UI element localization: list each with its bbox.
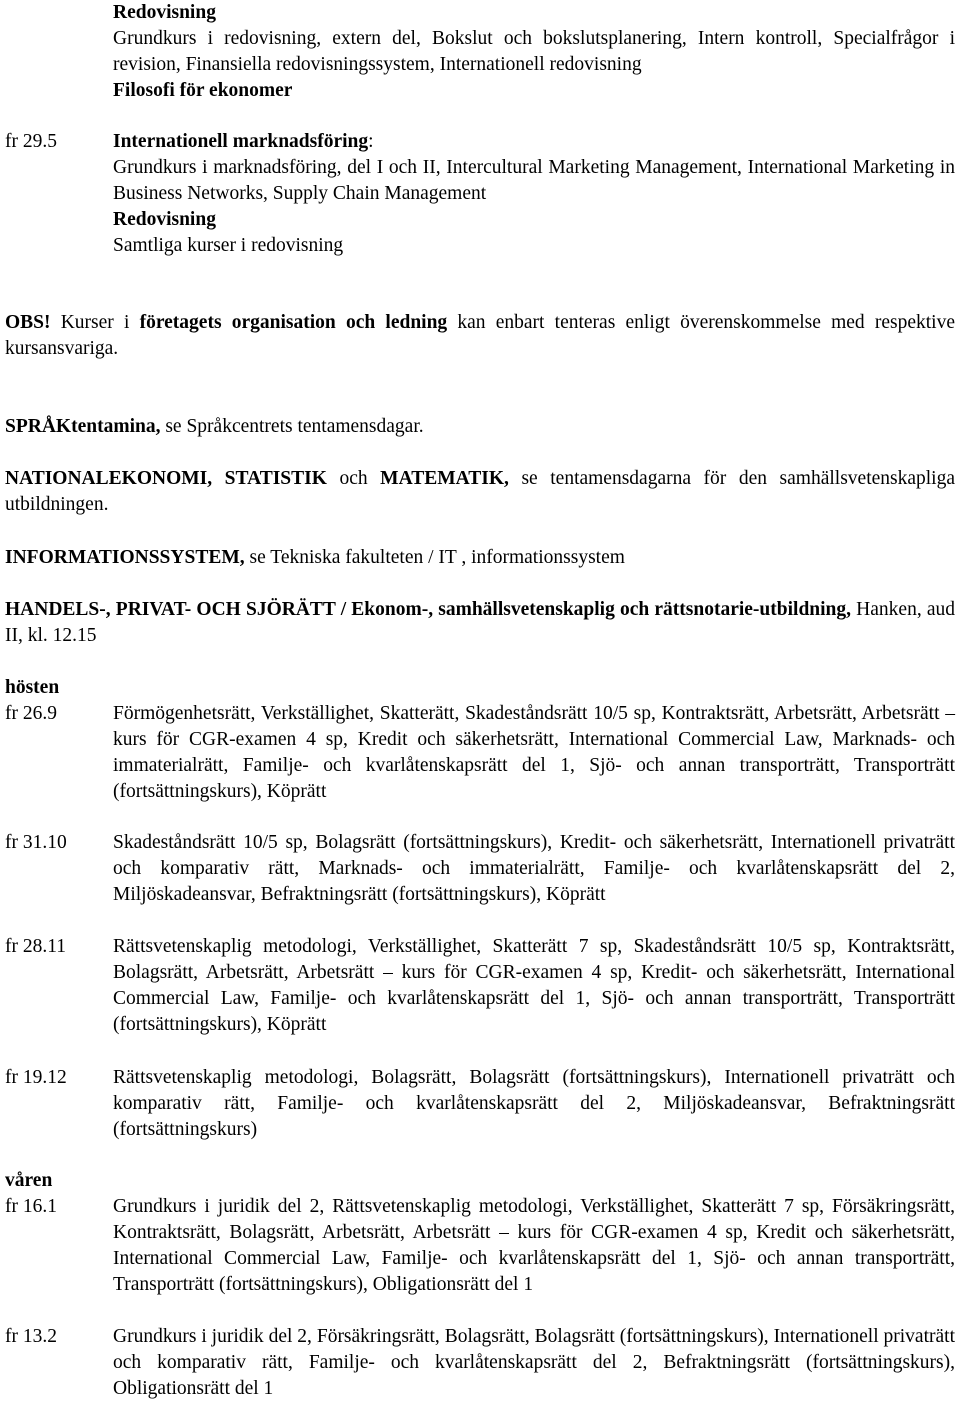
exam-date: fr 28.11 — [5, 936, 67, 957]
redovisning-subheading: Redovisning — [113, 209, 216, 230]
redovisning-heading: Redovisning — [113, 2, 216, 23]
philosophy-heading: Filosofi för ekonomer — [113, 80, 293, 101]
informationssystem-text: se Tekniska fakulteten / IT , informationssystem — [244, 547, 625, 568]
sprak-note — [5, 414, 955, 440]
exam-date: fr 13.2 — [5, 1326, 57, 1347]
marketing-heading: Internationell marknadsföring — [113, 131, 369, 152]
obs-text-2: kan enbart tenteras enligt överenskommelse med respektive kursansvariga. — [5, 312, 956, 359]
exam-date: fr 29.5 — [5, 131, 57, 152]
marketing-courses: Grundkurs i marknadsföring, del I och II, Intercultural Marketing Management, International Marketing in Business Networks, Supply Chain Management — [113, 157, 955, 204]
nationalekonomi-text-1: och — [326, 468, 381, 489]
sprak-bold: SPRÅKtentamina, — [5, 416, 161, 437]
redovisning-subcourses: Samtliga kurser i redovisning — [113, 235, 344, 256]
sprak-text: se Språkcentrets tentamensdagar. — [160, 416, 424, 437]
obs-note — [5, 310, 955, 362]
exam-courses: Rättsvetenskaplig metodologi, Verkställighet, Skatterätt 7 sp, Skadeståndsrätt 10/5 sp, Kontraktsrätt, Bolagsrätt, Arbetsrätt, Arbetsrätt – kurs för CGR-examen 4 sp, Kredit- och säkerhetsrätt, International Commercial Law, Familje- och kvarlåtenskapsrätt del 1, Sjö- och annan transporträtt, Transporträtt (fortsättningskurs), Köprätt — [113, 936, 955, 1035]
nationalekonomi-bold-2: MATEMATIK, — [380, 468, 509, 489]
handels-text: Hanken, aud II, kl. 12.15 — [5, 599, 955, 646]
exam-entry-varen-0 — [5, 1194, 955, 1298]
marketing-heading-colon: : — [368, 131, 374, 152]
varen-label: våren — [5, 1170, 53, 1191]
exam-courses: Skadeståndsrätt 10/5 sp, Bolagsrätt (fortsättningskurs), Kredit- och säkerhetsrätt, Internationell privaträtt och komparativ rätt, Marknads- och immaterialrätt, Familje- och kvarlåtenskapsrätt del 2, Miljöskadeansvar, Befraktningsrätt (fortsättningskurs), Köprätt — [113, 832, 955, 905]
handels-bold: HANDELS-, PRIVAT- OCH SJÖRÄTT / Ekonom-, samhällsvetenskaplig och rättsnotarie-utbildning, — [5, 599, 852, 620]
exam-entry-hosten-0 — [5, 701, 955, 805]
hosten-label: hösten — [5, 677, 60, 698]
exam-date: fr 31.10 — [5, 832, 67, 853]
obs-label: OBS! — [5, 312, 51, 333]
redovisning-top-block — [5, 0, 955, 104]
exam-courses: Grundkurs i juridik del 2, Rättsvetenskaplig metodologi, Verkställighet, Skatterätt 7 sp, Försäkringsrätt, Kontraktsrätt, Bolagsrätt, Arbetsrätt, Arbetsrätt – kurs för CGR-examen 4 sp, Kredit och säkerhetsrätt, International Commercial Law, Familje- och kvarlåtenskapsrätt del 1, Sjö- och annan transporträtt, Transporträtt (fortsättningskurs), Obligationsrätt del 1 — [113, 1196, 955, 1295]
exam-entry-hosten-2 — [5, 934, 955, 1038]
marketing-heading-line — [113, 129, 955, 155]
obs-text-1: Kurser i — [50, 312, 140, 333]
exam-courses: Rättsvetenskaplig metodologi, Bolagsrätt, Bolagsrätt (fortsättningskurs), Internationell privaträtt och komparativ rätt, Familje- och kvarlåtenskapsrätt del 2, Miljöskadeansvar, Befraktningsrätt (fortsättningskurs) — [113, 1067, 955, 1140]
redovisning-courses: Grundkurs i redovisning, extern del, Bokslut och bokslutsplanering, Intern kontroll, Specialfrågor i revision, Finansiella redovisningssystem, Internationell redovisning — [113, 28, 955, 75]
nationalekonomi-note — [5, 466, 955, 518]
exam-courses: Grundkurs i juridik del 2, Försäkringsrätt, Bolagsrätt, Bolagsrätt (fortsättningskurs), Internationell privaträtt och komparativ rätt, Familje- och kvarlåtenskapsrätt del 2, Befraktningsrätt (fortsättningskurs), Obligationsrätt del 1 — [113, 1326, 955, 1399]
nationalekonomi-text-2: se tentamensdagarna för den samhällsvetenskapliga utbildningen. — [5, 468, 956, 515]
exam-date: fr 26.9 — [5, 703, 57, 724]
marketing-block — [5, 129, 955, 259]
exam-date: fr 16.1 — [5, 1196, 57, 1217]
exam-date: fr 19.12 — [5, 1067, 67, 1088]
informationssystem-note — [5, 545, 955, 571]
exam-courses: Förmögenhetsrätt, Verkställighet, Skatterätt, Skadeståndsrätt 10/5 sp, Kontraktsrätt, Arbetsrätt, Arbetsrätt – kurs för CGR-examen 4 sp, Kredit och säkerhetsrätt, International Commercial Law, Marknads- och immaterialrätt, Familje- och kvarlåtenskapsrätt del 1, Sjö- och annan transporträtt, Transporträtt (fortsättningskurs), Köprätt — [113, 703, 955, 802]
obs-bold: företagets organisation och ledning — [139, 312, 448, 333]
exam-entry-hosten-3 — [5, 1065, 955, 1143]
exam-entry-hosten-1 — [5, 830, 955, 908]
handels-note — [5, 597, 955, 649]
exam-entry-varen-1 — [5, 1324, 955, 1402]
nationalekonomi-bold-1: NATIONALEKONOMI, STATISTIK — [5, 468, 327, 489]
informationssystem-bold: INFORMATIONSSYSTEM, — [5, 547, 245, 568]
